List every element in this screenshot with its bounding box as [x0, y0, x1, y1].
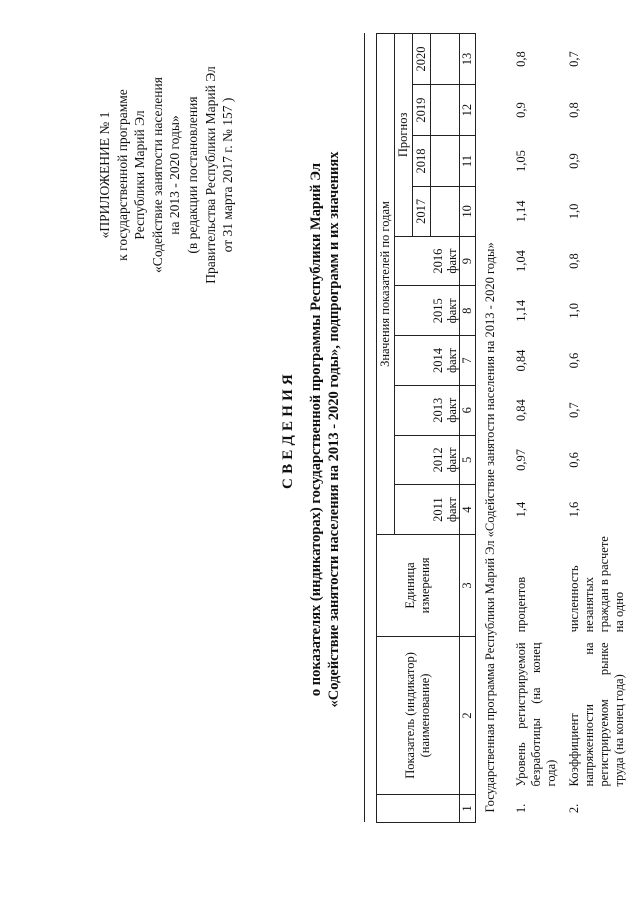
value-cell: 1,05: [513, 150, 528, 172]
year-label: 2016: [430, 248, 445, 274]
document-title: [280, 0, 343, 905]
fact-label: факт: [444, 347, 459, 374]
value-cell: 0,84: [513, 349, 528, 372]
indicator-name: Коэффициент напряженности на регистрируемом рынке труда (на конец года): [566, 642, 626, 787]
table-row: [506, 34, 559, 823]
header-year-2018: 2018: [413, 136, 431, 187]
column-number: 2: [459, 636, 475, 794]
table-header-top: [365, 34, 377, 823]
value-cell: 0,9: [566, 153, 581, 169]
value-cell: 0,8: [566, 102, 581, 118]
header-values-group: Значения показателей по годам: [377, 34, 395, 535]
header-year-cell: [395, 236, 431, 286]
indicator-name: Уровень регистрируемой безработицы (на конец года): [513, 642, 558, 787]
column-number: 4: [459, 485, 475, 535]
value-cell: 0,9: [513, 102, 528, 118]
column-number: 6: [459, 385, 475, 435]
value-cell: 0,6: [566, 452, 581, 468]
section-title: Государственная программа Республики Марий Эл «Содействие занятости населения на 2013 - 2020 годы»: [483, 242, 497, 813]
table-header-row: [377, 34, 395, 823]
header-year-2014: [431, 336, 460, 386]
header-forecast-cell: [431, 136, 460, 187]
row-number: 2.: [566, 803, 581, 814]
value-cell: 1,0: [566, 203, 581, 220]
value-cell: 0,6: [566, 352, 581, 369]
header-forecast-cell: [431, 85, 460, 136]
value-cell: 1,0: [566, 302, 581, 319]
year-label: 2014: [430, 348, 445, 373]
header-year-cell: [395, 385, 431, 435]
appendix-line: к государственной программе: [114, 89, 130, 261]
year-label: 2011: [430, 497, 445, 522]
value-cell: 0,7: [566, 51, 581, 67]
row-number: 1.: [513, 803, 528, 814]
fact-label: факт: [444, 497, 459, 523]
fact-label: факт: [444, 447, 459, 473]
fact-label: факт: [444, 397, 459, 423]
header-year-cell: [395, 336, 431, 386]
value-cell: 0,84: [513, 399, 528, 422]
value-cell: 0,7: [566, 402, 581, 419]
column-number-row: [459, 34, 475, 823]
year-label: 2013: [430, 397, 445, 423]
header-year-cell: [395, 286, 431, 336]
column-number: 3: [459, 534, 475, 636]
fact-label: факт: [444, 298, 459, 324]
column-number: 1: [459, 794, 475, 822]
column-number: 7: [459, 336, 475, 386]
column-number: 9: [459, 236, 475, 286]
header-year-2012: [431, 435, 460, 485]
appendix-line: «Содействие занятости населения: [149, 77, 165, 273]
fact-label: факт: [444, 248, 459, 274]
header-year-2017: 2017: [413, 187, 431, 237]
header-year-2015: [431, 286, 460, 336]
header-year-2019: 2019: [413, 85, 431, 136]
header-year-cell: [395, 485, 431, 535]
header-year-2013: [431, 385, 460, 435]
indicator-unit: численность незанятых граждан в расчете на одно: [566, 536, 626, 633]
appendix-block: [96, 30, 237, 320]
appendix-line: «ПРИЛОЖЕНИЕ № 1: [97, 111, 112, 239]
value-cell: 1,6: [566, 501, 581, 518]
header-year-2016: [431, 236, 460, 286]
appendix-line: от 31 марта 2017 г. № 157 ): [220, 97, 236, 253]
value-cell: 1,14: [513, 299, 528, 322]
appendix-line: (в редакции постановления: [184, 96, 200, 254]
column-number: 11: [459, 136, 475, 187]
value-cell: 1,4: [513, 501, 528, 518]
value-cell: 1,04: [513, 250, 528, 273]
header-forecast-cell: [431, 187, 460, 237]
section-row: [475, 34, 506, 823]
header-year-2020: 2020: [413, 34, 431, 85]
column-number: 12: [459, 85, 475, 136]
header-indicator: Показатель (индикатор) (наименование): [377, 636, 460, 794]
header-forecast-cell: [431, 34, 460, 85]
column-number: 13: [459, 34, 475, 85]
column-number: 10: [459, 187, 475, 237]
table-row: [559, 34, 627, 823]
value-cell: 0,97: [513, 448, 528, 471]
header-forecast: Прогноз: [395, 34, 413, 237]
year-label: 2015: [430, 298, 445, 324]
indicator-table: [364, 33, 627, 823]
title-line-1: о показателях (индикаторах) государственной программы Республики Марий Эл: [308, 162, 324, 697]
appendix-line: Правительства Республики Марий Эл: [202, 66, 218, 284]
value-cell: 0,8: [566, 253, 581, 269]
header-unit: Единица измерения: [377, 534, 460, 636]
title-line-2: «Содействие занятости населения на 2013 - 2020 годы», подпрограмм и их значениях: [326, 151, 342, 708]
header-num: [377, 794, 460, 822]
appendix-line: на 2013 - 2020 годы»: [167, 115, 183, 235]
year-label: 2012: [430, 447, 445, 473]
appendix-line: Республики Марий Эл: [132, 110, 148, 240]
column-number: 5: [459, 435, 475, 485]
title-heading: СВЕДЕНИЯ: [280, 370, 296, 489]
value-cell: 1,14: [513, 200, 528, 223]
column-number: 8: [459, 286, 475, 336]
value-cell: 0,8: [513, 51, 528, 67]
indicator-unit: процентов: [513, 576, 528, 633]
header-year-cell: [395, 435, 431, 485]
header-year-2011: [431, 485, 460, 535]
